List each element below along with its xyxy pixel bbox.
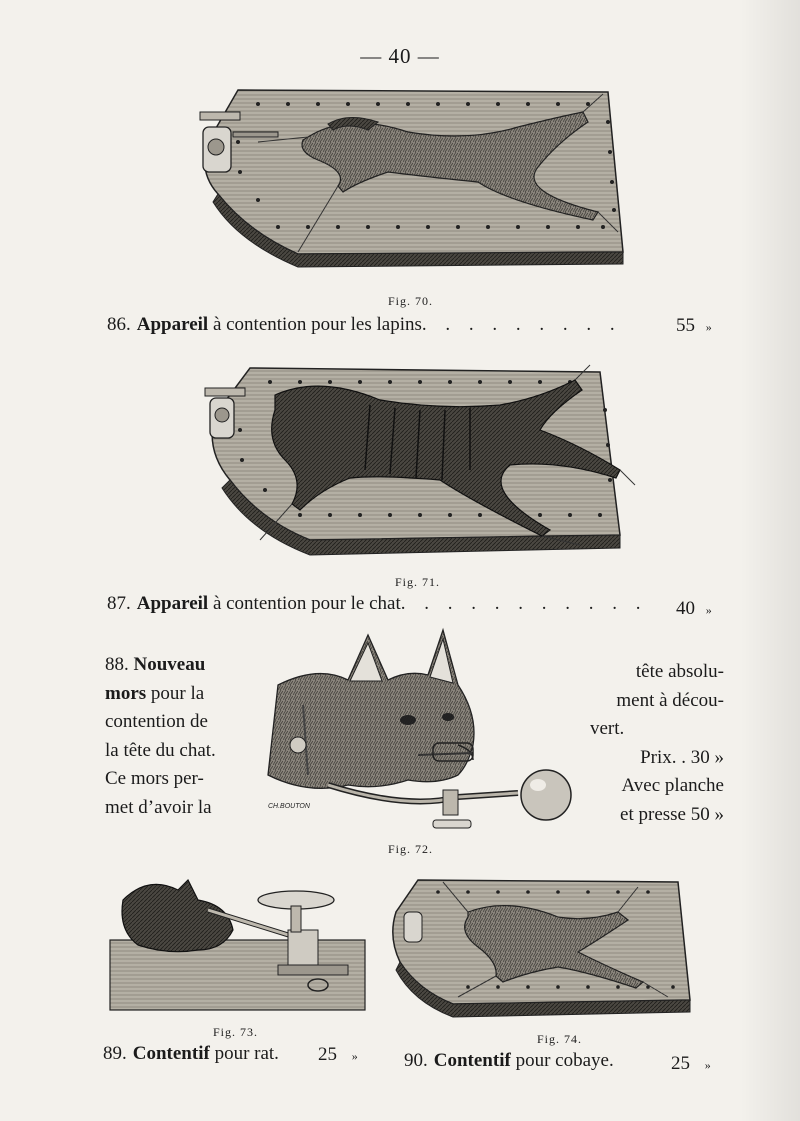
entry-88-left-text-2: contention de — [105, 711, 208, 732]
entry-88-line-2 — [105, 680, 235, 709]
entry-90-currency: » — [704, 1058, 711, 1072]
entry-87-number: 87. — [107, 593, 131, 614]
entry-86-description: à contention pour les lapins — [208, 314, 422, 335]
page-edge-shadow — [740, 0, 800, 1121]
figure-74-caption: Fig. 74. — [537, 1032, 583, 1046]
figure-73-rat-restraint-illustration — [108, 870, 368, 1020]
entry-88-left-text-5: met d’avoir la — [105, 796, 212, 818]
entry-90-price-value: 25 — [671, 1053, 690, 1074]
entry-89-currency: » — [351, 1049, 358, 1063]
entry-88-line-1 — [105, 651, 235, 680]
entry-88-right-text-1: tête absolu- — [635, 661, 724, 682]
entry-88-left-text-3: la tête du chat. — [105, 739, 216, 761]
entry-87-price — [676, 598, 712, 620]
entry-88-right-text-4: Prix. . 30 » — [640, 746, 724, 768]
entry-87-price-value: 40 — [676, 598, 695, 619]
entry-88-left-text-4: Ce mors per- — [105, 768, 204, 789]
entry-88-right-text-3: vert. — [590, 718, 625, 739]
entry-88-left-column — [105, 651, 235, 822]
entry-89-line — [103, 1043, 279, 1065]
entry-86-price — [676, 315, 712, 337]
entry-87-currency: » — [705, 603, 712, 617]
entry-86-currency: » — [705, 320, 712, 334]
entry-89-name: Contentif — [132, 1043, 210, 1064]
entry-89-price-value: 25 — [318, 1044, 337, 1065]
entry-87-description: à contention pour le chat — [208, 593, 401, 614]
figure-73-caption: Fig. 73. — [213, 1025, 259, 1039]
figure-71-cat-board-illustration — [180, 350, 640, 565]
entry-86-leader-dots: . . . . . . . . . — [421, 314, 622, 335]
entry-89-price — [318, 1044, 358, 1066]
figure-70-caption: Fig. 70. — [388, 294, 434, 308]
figure-74-guinea-pig-board-illustration — [378, 872, 698, 1027]
entry-87-name: Appareil — [136, 593, 209, 614]
entry-90-price — [671, 1053, 711, 1075]
page-number: — 40 — — [360, 44, 440, 68]
figure-70-rabbit-board-illustration — [178, 82, 638, 277]
figure-72-caption: Fig. 72. — [388, 842, 434, 856]
entry-86-price-value: 55 — [676, 315, 695, 336]
entry-88-right-text-5: Avec planche — [621, 775, 724, 796]
entry-88-name-1: Nouveau — [133, 654, 206, 675]
entry-86-number: 86. — [107, 314, 131, 335]
figure-71-caption: Fig. 71. — [395, 575, 441, 589]
entry-88-right-text-2: ment à décou- — [616, 689, 724, 711]
entry-88-number: 88. — [105, 654, 129, 675]
entry-90-name: Contentif — [433, 1050, 511, 1071]
entry-88-name-2: mors — [105, 682, 147, 704]
entry-89-number: 89. — [103, 1043, 127, 1064]
entry-86-line — [107, 314, 622, 336]
entry-90-line — [404, 1050, 614, 1072]
entry-88-right-column — [590, 658, 724, 829]
entry-90-number: 90. — [404, 1050, 428, 1071]
entry-88-left-text-1: pour la — [146, 682, 205, 704]
figure-72-cat-head-mouthpiece-illustration — [258, 625, 578, 840]
entry-88-right-text-6: et presse 50 » — [620, 803, 724, 825]
entry-89-description: pour rat. — [209, 1043, 279, 1064]
entry-87-line — [107, 593, 648, 615]
figure-72-engraver-signature: CH.BOUTON — [268, 803, 310, 810]
entry-90-description: pour cobaye. — [510, 1050, 614, 1071]
entry-87-leader-dots: . . . . . . . . . . . — [400, 593, 648, 614]
entry-86-name: Appareil — [136, 314, 209, 335]
